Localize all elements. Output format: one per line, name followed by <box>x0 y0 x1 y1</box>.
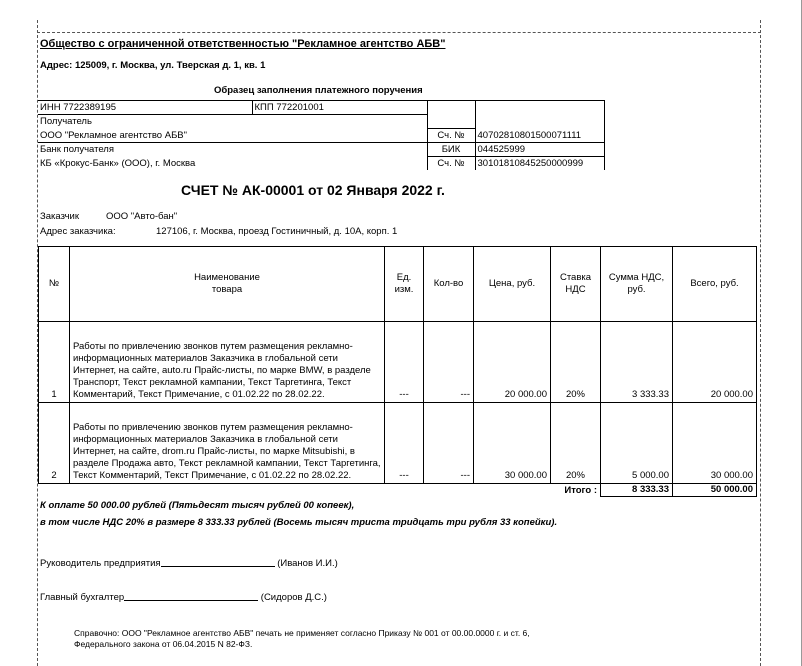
recipient-label: Получатель <box>38 115 427 129</box>
corr-account-label: Сч. № <box>427 156 475 170</box>
customer-label: Заказчик <box>40 211 80 222</box>
row-price: 20 000.00 <box>474 322 551 403</box>
row-name: Работы по привлечению звонков путем размещения рекламно-информационных материалов Заказчика в глобальной сети Интернет, на сайте, auto.ru Прайс-листы, по марке BMW, в разделе Транспорт, Текст рекламной кампании, Текст Таргетинга, Текст Комментарий, Текст Примечание, с 01.02.22 по 28.02.22. <box>70 322 385 403</box>
totals-total: 50 000.00 <box>673 484 757 497</box>
col-header-name: Наименование товара <box>70 247 385 322</box>
customer-name: ООО "Авто-бан" <box>106 211 178 222</box>
row-price: 30 000.00 <box>474 403 551 484</box>
customer-address-label: Адрес заказчика: <box>40 226 116 237</box>
row-qty: --- <box>424 403 474 484</box>
account-number: 40702810801500071111 <box>475 128 604 142</box>
director-name: (Иванов И.И.) <box>277 558 338 569</box>
inn: ИНН 7722389195 <box>38 101 252 115</box>
row-unit: --- <box>385 322 424 403</box>
bank-requisites-table <box>38 100 605 170</box>
page-margin-right <box>760 20 761 666</box>
director-signature <box>40 558 338 569</box>
bank-name: КБ «Крокус-Банк» (ООО), г. Москва <box>38 156 427 170</box>
payment-summary: К оплате 50 000.00 рублей (Пятьдесят тысяч рублей 00 копеек), <box>40 500 355 511</box>
page-margin-top <box>37 32 761 33</box>
bik-label: БИК <box>427 142 475 156</box>
corr-account: 30101810845250000999 <box>475 156 604 170</box>
row-num: 2 <box>39 403 70 484</box>
row-vat-sum: 5 000.00 <box>601 403 673 484</box>
director-label: Руководитель предприятия <box>40 558 161 569</box>
accountant-label: Главный бухгалтер <box>40 592 125 603</box>
row-vat-sum: 3 333.33 <box>601 322 673 403</box>
company-address: Адрес: 125009, г. Москва, ул. Тверская д. 1, кв. 1 <box>40 60 266 71</box>
recipient-name: ООО "Рекламное агентство АБВ" <box>38 128 427 142</box>
kpp: КПП 772201001 <box>252 101 427 115</box>
row-total: 20 000.00 <box>673 322 757 403</box>
col-header-num: № <box>39 247 70 322</box>
vat-summary: в том числе НДС 20% в размере 8 333.33 рублей (Восемь тысяч триста тридцать три рубля 33 копейки). <box>40 517 558 528</box>
col-header-vat-sum: Сумма НДС, руб. <box>601 247 673 322</box>
totals-vat-sum: 8 333.33 <box>601 484 673 497</box>
row-vat-rate: 20% <box>551 403 601 484</box>
row-vat-rate: 20% <box>551 322 601 403</box>
col-header-price: Цена, руб. <box>474 247 551 322</box>
customer-address: 127106, г. Москва, проезд Гостиничный, д. 10А, корп. 1 <box>156 226 398 237</box>
note-line-2: Федерального закона от 06.04.2015 N 82-ФЗ. <box>74 639 253 649</box>
director-signature-line <box>161 566 275 567</box>
bank-label: Банк получателя <box>38 142 427 156</box>
company-name: Общество с ограниченной ответственностью "Рекламное агентство АБВ" <box>40 38 446 50</box>
invoice-items-table <box>38 246 757 497</box>
bik-value: 044525999 <box>475 142 604 156</box>
row-name: Работы по привлечению звонков путем размещения рекламно-информационных материалов Заказчика в глобальной сети Интернет, на сайте, drom.ru Прайс-листы, по марке Mitsubishi, в разделе Продажа авто, Текст рекламной кампании, Текст Таргетинга, Текст Комментарий, Текст Примечание, с 01.02.22 по 28.02.22. <box>70 403 385 484</box>
row-num: 1 <box>39 322 70 403</box>
col-header-unit: Ед. изм. <box>385 247 424 322</box>
col-header-vat-rate: Ставка НДС <box>551 247 601 322</box>
row-unit: --- <box>385 403 424 484</box>
payment-sample-title: Образец заполнения платежного поручения <box>214 85 423 96</box>
row-qty: --- <box>424 322 474 403</box>
invoice-title: СЧЕТ № АК-00001 от 02 Января 2022 г. <box>181 182 445 198</box>
account-label: Сч. № <box>427 128 475 142</box>
table-row <box>39 322 757 403</box>
row-total: 30 000.00 <box>673 403 757 484</box>
note-line-1: Справочно: ООО "Рекламное агентство АБВ" печать не применяет согласно Приказу № 001 от 00.00.0000 г. и ст. 6, <box>74 628 530 638</box>
accountant-name: (Сидоров Д.С.) <box>260 592 327 603</box>
accountant-signature <box>40 592 327 603</box>
table-row <box>39 403 757 484</box>
totals-row <box>39 484 757 497</box>
col-header-qty: Кол-во <box>424 247 474 322</box>
totals-label: Итого : <box>564 484 597 496</box>
accountant-signature-line <box>124 600 258 601</box>
col-header-total: Всего, руб. <box>673 247 757 322</box>
